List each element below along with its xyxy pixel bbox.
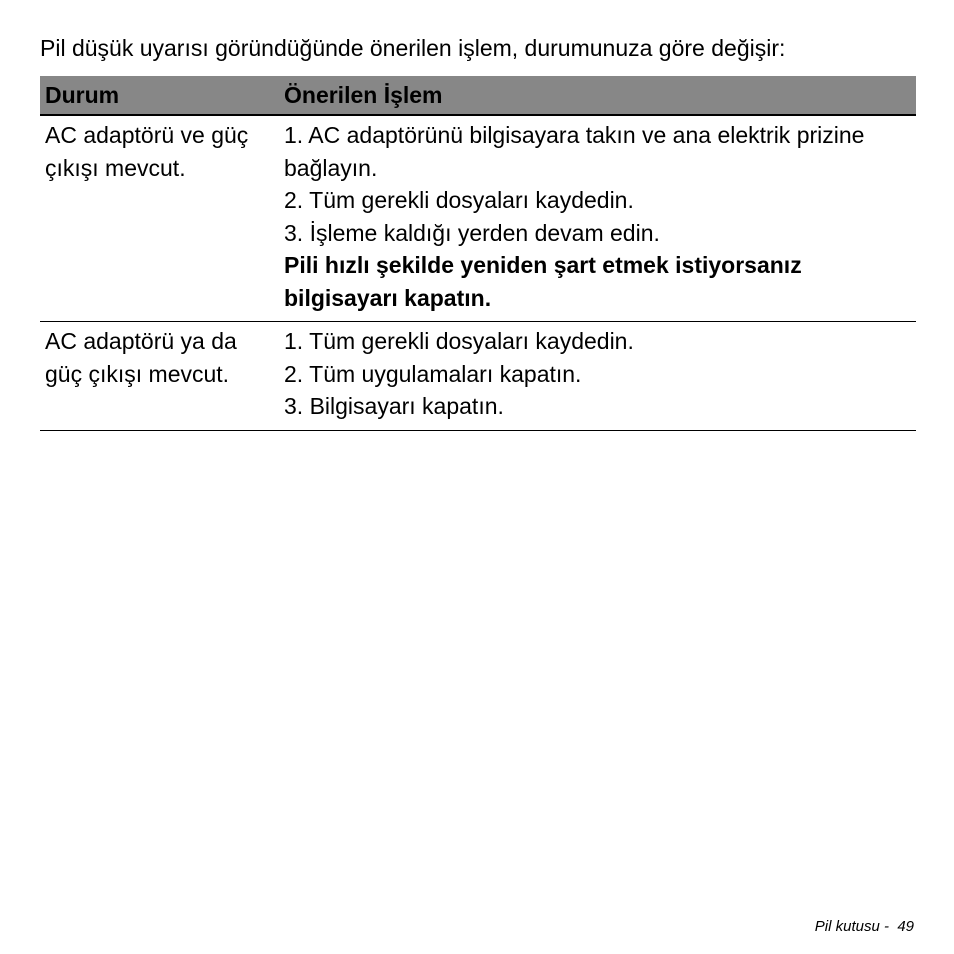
page-footer: [815, 918, 914, 935]
action-note: Pili hızlı şekilde yeniden şart etmek istiyorsanız bilgisayarı kapatın.: [284, 252, 802, 311]
action-step: 2. Tüm gerekli dosyaları kaydedin.: [284, 187, 634, 213]
footer-separator: -: [879, 918, 898, 935]
action-step: 3. İşleme kaldığı yerden devam edin.: [284, 219, 660, 246]
intro-text: Pil düşük uyarısı göründüğünde önerilen işlem, durumunuza göre değişir:: [40, 35, 786, 61]
table-row: [40, 322, 916, 431]
table-row: [40, 115, 916, 322]
table-header-row: [40, 76, 916, 115]
action-step: 2. Tüm uygulamaları kapatın.: [284, 360, 582, 387]
action-step: 3. Bilgisayarı kapatın.: [284, 393, 504, 419]
action-step: 1. Tüm gerekli dosyaları kaydedin.: [284, 328, 634, 354]
low-battery-actions-table: [40, 76, 916, 431]
footer-section-title: Pil kutusu: [814, 918, 880, 935]
row-status: AC adaptörü ya da güç çıkışı mevcut.: [40, 322, 279, 431]
page-number: 49: [897, 918, 914, 935]
header-action: Önerilen İşlem: [279, 76, 916, 115]
header-status: Durum: [40, 76, 279, 115]
action-step: 1. AC adaptörünü bilgisayara takın ve ana elektrik prizine bağlayın.: [284, 122, 865, 181]
row-status: AC adaptörü ve güç çıkışı mevcut.: [40, 115, 279, 322]
row-actions: [279, 115, 916, 322]
row-actions: [279, 322, 916, 431]
